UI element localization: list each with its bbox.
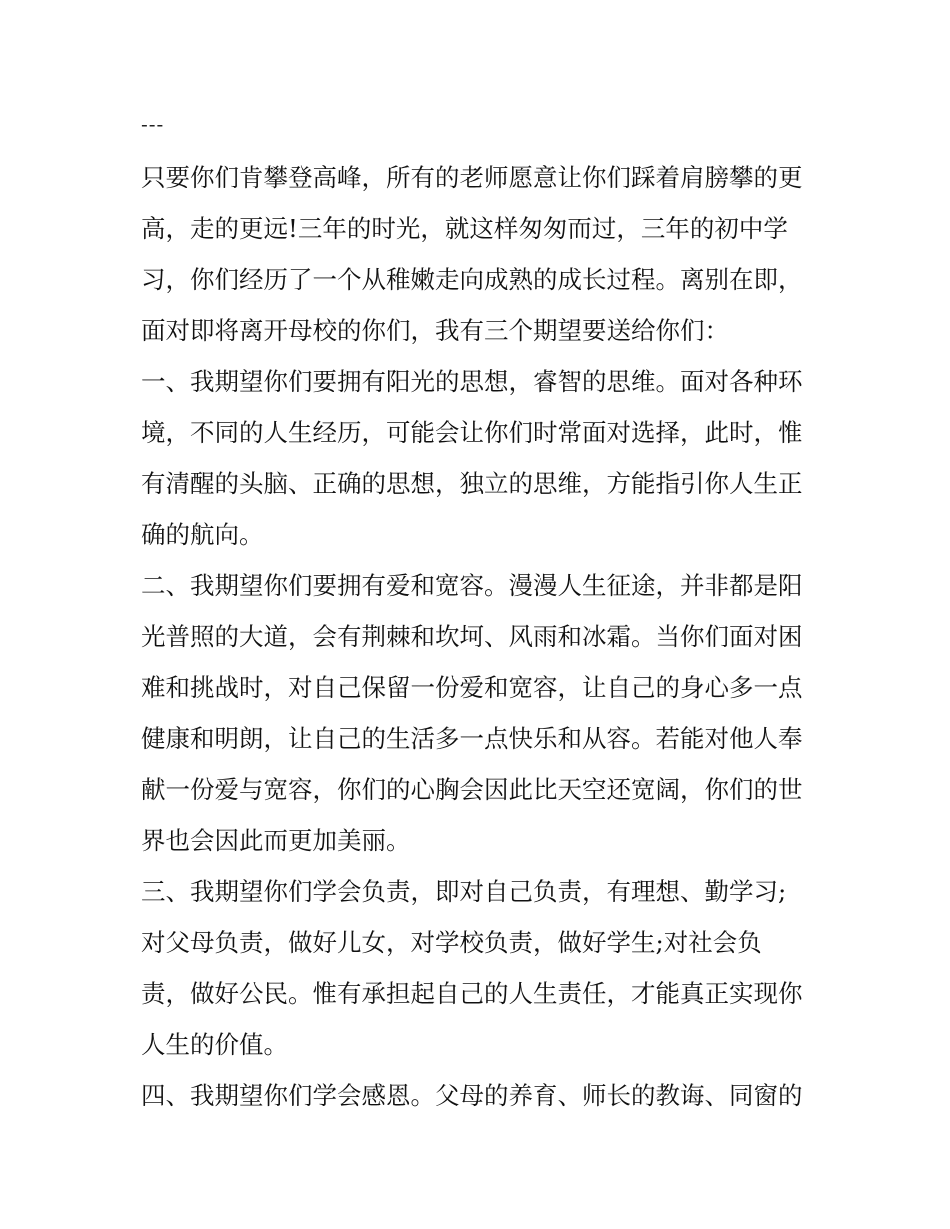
text-line: 四、我期望你们学会感恩。父母的养育、师长的教诲、同窗的 (141, 1081, 803, 1110)
text-line: 对父母负责，做好儿女，对学校负责，做好学生;对社会负 (141, 928, 762, 957)
text-line: 一、我期望你们要拥有阳光的思想，睿智的思维。面对各种环 (141, 367, 803, 396)
text-line: 界也会因此而更加美丽。 (141, 826, 411, 855)
text-line: 三、我期望你们学会负责，即对自己负责，有理想、勤学习; (141, 877, 787, 906)
text-line: 献一份爱与宽容，你们的心胸会因此比天空还宽阔，你们的世 (141, 775, 803, 804)
text-line: 光普照的大道，会有荆棘和坎坷、风雨和冰霜。当你们面对困 (141, 622, 803, 651)
text-line: 习，你们经历了一个从稚嫩走向成熟的成长过程。离别在即， (141, 265, 803, 294)
text-line: 二、我期望你们要拥有爱和宽容。漫漫人生征途，并非都是阳 (141, 571, 803, 600)
text-line: 只要你们肯攀登高峰，所有的老师愿意让你们踩着肩膀攀的更 (141, 163, 803, 192)
text-line: 确的航向。 (141, 520, 264, 549)
text-line: 境，不同的人生经历，可能会让你们时常面对选择，此时，惟 (141, 418, 803, 447)
text-line: 责，做好公民。惟有承担起自己的人生责任，才能真正实现你 (141, 979, 803, 1008)
text-line: 人生的价值。 (141, 1030, 288, 1059)
text-line: 有清醒的头脑、正确的思想，独立的思维，方能指引你人生正 (141, 469, 803, 498)
text-line: 难和挑战时，对自己保留一份爱和宽容，让自己的身心多一点 (141, 673, 803, 702)
text-line: 高，走的更远!三年的时光，就这样匆匆而过，三年的初中学 (141, 214, 788, 243)
text-line: 面对即将离开母校的你们，我有三个期望要送给你们： (141, 316, 729, 345)
separator-line: --- (141, 112, 165, 136)
document-body (141, 152, 821, 1121)
text-line: 健康和明朗，让自己的生活多一点快乐和从容。若能对他人奉 (141, 724, 803, 753)
